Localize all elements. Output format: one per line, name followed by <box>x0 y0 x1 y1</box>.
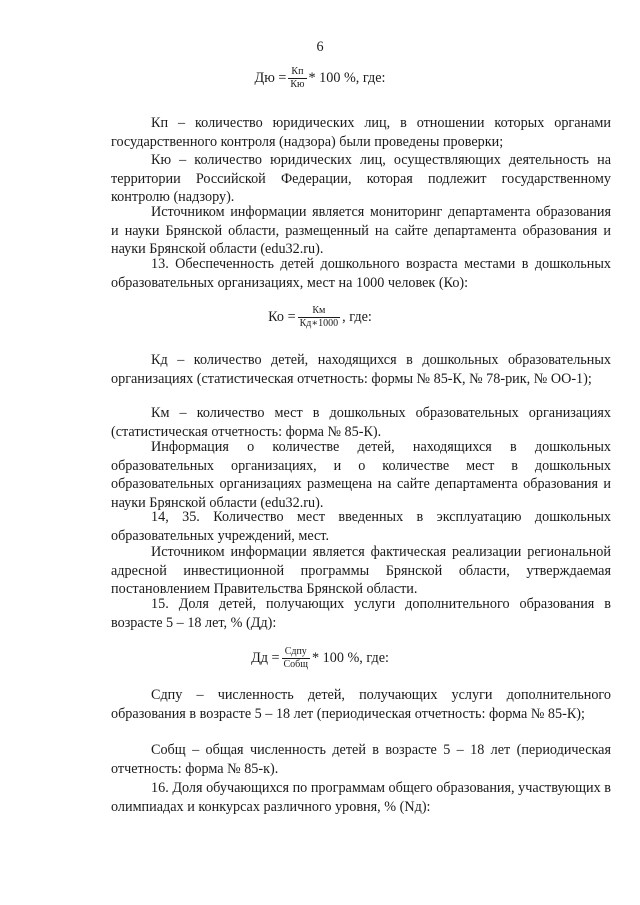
paragraph-item-13: 13. Обеспеченность детей дошкольного возраста местами в дошкольных образовательных организациях, мест на 1000 человек (Ко): <box>111 256 611 291</box>
paragraph-kyu-definition: Кю – количество юридических лиц, осуществляющих деятельность на территории Российской Федерации, которая подлежит государственному контролю (надзору). <box>111 152 611 205</box>
formula-dd-denominator: Собщ <box>283 659 308 670</box>
paragraph-source-monitoring: Источником информации является мониторинг департамента образования и науки Брянской области, размещенный на сайте департамента образования и науки Брянской области (edu32.ru). <box>111 204 611 257</box>
formula-ko <box>0 305 640 330</box>
formula-ko-denominator: Кд∗1000 <box>299 318 339 329</box>
formula-dyu <box>0 66 640 91</box>
formula-dyu-numerator: Кп <box>291 66 304 77</box>
paragraph-item-14: 14, 35. Количество мест введенных в эксплуатацию дошкольных образовательных учреждений, мест. <box>111 509 611 544</box>
page-number: 6 <box>316 39 324 55</box>
formula-ko-rhs: , где: <box>342 309 372 326</box>
formula-dyu-fraction <box>288 66 306 91</box>
formula-ko-fraction <box>298 305 341 330</box>
paragraph-km-definition: Км – количество мест в дошкольных образовательных организациях (статистическая отчетность: форма № 85-К). <box>111 405 611 440</box>
paragraph-source-investment: Источником информации является фактическая реализации региональной адресной инвестиционной программы Брянской области, утверждаемая постановлением Правительства Брянской области. <box>111 544 611 597</box>
formula-dd-numerator: Сдпу <box>284 646 307 657</box>
paragraph-item-15: 15. Доля детей, получающих услуги дополнительного образования в возрасте 5 – 18 лет, % (Дд): <box>111 596 611 631</box>
formula-dd-rhs: * 100 %, где: <box>311 650 389 667</box>
paragraph-kd-definition: Кд – количество детей, находящихся в дошкольных образовательных организациях (статистическая отчетность: формы № 85-К, № 78-рик, № ОО-1); <box>111 352 611 387</box>
paragraph-kp-definition: Кп – количество юридических лиц, в отношении которых органами государственного контроля (надзора) были проведены проверки; <box>111 115 611 150</box>
formula-dd-fraction <box>282 646 310 671</box>
formula-dd <box>0 646 640 671</box>
formula-dyu-lhs: Дю = <box>254 70 287 87</box>
paragraph-item-16: 16. Доля обучающихся по программам общего образования, участвующих в олимпиадах и конкурсах различного уровня, % (Nд): <box>111 780 611 815</box>
paragraph-sobsh-definition: Собщ – общая численность детей в возрасте 5 – 18 лет (периодическая отчетность: форма № 85-к). <box>111 742 611 777</box>
formula-dd-lhs: Дд = <box>251 650 280 667</box>
paragraph-sdpu-definition: Сдпу – численность детей, получающих услуги дополнительного образования в возрасте 5 – 18 лет (периодическая отчетность: форма № 85-К); <box>111 687 611 722</box>
formula-dyu-denominator: Кю <box>290 79 305 90</box>
formula-dyu-rhs: * 100 %, где: <box>308 70 386 87</box>
formula-ko-numerator: Км <box>312 305 326 316</box>
paragraph-info-children-places: Информация о количестве детей, находящихся в дошкольных образовательных организациях, и о количестве мест в дошкольных образовательных организациях размещена на сайте департамента образования и науки Брянской области (edu32.ru). <box>111 439 611 511</box>
formula-ko-lhs: Ко = <box>268 309 296 326</box>
